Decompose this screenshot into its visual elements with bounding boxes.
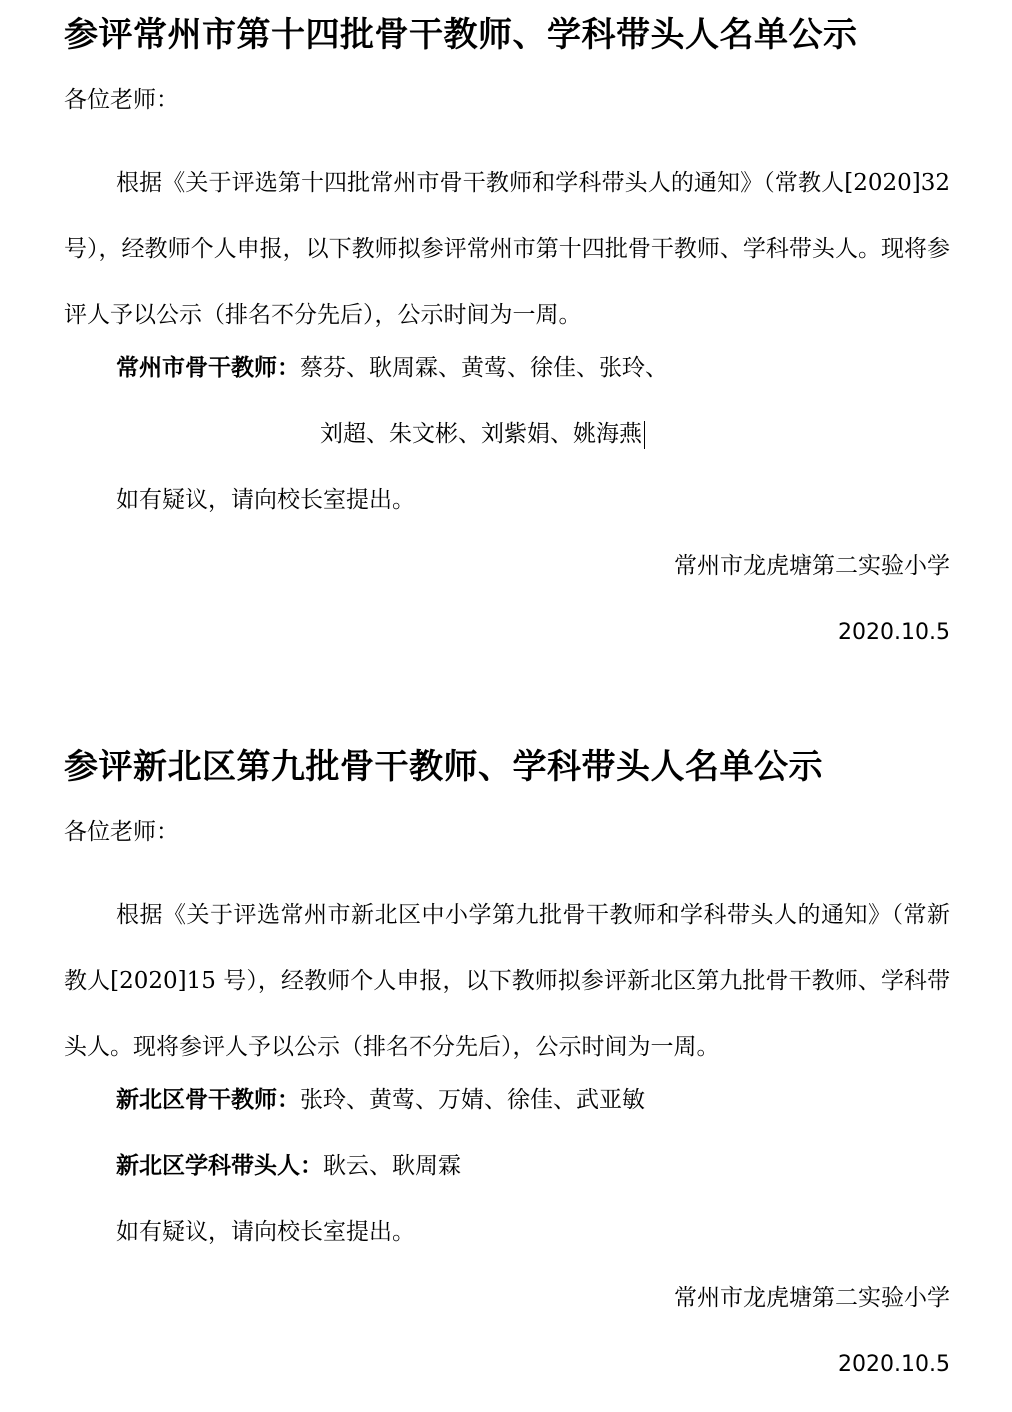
date: 2020.10.5 bbox=[838, 620, 950, 645]
list-names: 耿云、耿周霖 bbox=[323, 1153, 461, 1179]
notice-title: 参评常州市第十四批骨干教师、学科带头人名单公示 bbox=[64, 15, 858, 55]
list-district-leader bbox=[116, 1150, 461, 1182]
text-cursor bbox=[644, 421, 645, 449]
list-label: 新北区骨干教师： bbox=[116, 1086, 300, 1113]
date: 2020.10.5 bbox=[838, 1352, 950, 1377]
list-names: 蔡芬、耿周霖、黄莺、徐佳、张玲、 bbox=[300, 355, 668, 381]
notice-body: 根据《关于评选第十四批常州市骨干教师和学科带头人的通知》（常教人[2020]32 号），经教师个人申报，以下教师拟参评常州市第十四批骨干教师、学科带头人。现将参评人予以公示（排名不分先后），公示时间为一周。 bbox=[64, 170, 950, 328]
list-label: 常州市骨干教师： bbox=[116, 354, 300, 381]
salutation: 各位老师： bbox=[64, 819, 179, 845]
list-label: 新北区学科带头人： bbox=[116, 1152, 323, 1179]
notice-body: 根据《关于评选常州市新北区中小学第九批骨干教师和学科带头人的通知》（常新教人[2020]15 号），经教师个人申报，以下教师拟参评新北区第九批骨干教师、学科带头人。现将参评人予以公示（排名不分先后），公示时间为一周。 bbox=[64, 902, 950, 1060]
notice-title: 参评新北区第九批骨干教师、学科带头人名单公示 bbox=[64, 747, 823, 787]
closing-line: 如有疑议，请向校长室提出。 bbox=[116, 487, 415, 513]
list-district-backbone bbox=[116, 1084, 645, 1116]
signature: 常州市龙虎塘第二实验小学 bbox=[674, 553, 950, 579]
signature: 常州市龙虎塘第二实验小学 bbox=[674, 1285, 950, 1311]
salutation: 各位老师： bbox=[64, 87, 179, 113]
list-names: 刘超、朱文彬、刘紫娟、姚海燕 bbox=[320, 421, 642, 447]
list-names: 张玲、黄莺、万婧、徐佳、武亚敏 bbox=[300, 1087, 645, 1113]
closing-line: 如有疑议，请向校长室提出。 bbox=[116, 1219, 415, 1245]
list-city-backbone-continued bbox=[320, 418, 645, 450]
list-city-backbone bbox=[116, 352, 668, 384]
